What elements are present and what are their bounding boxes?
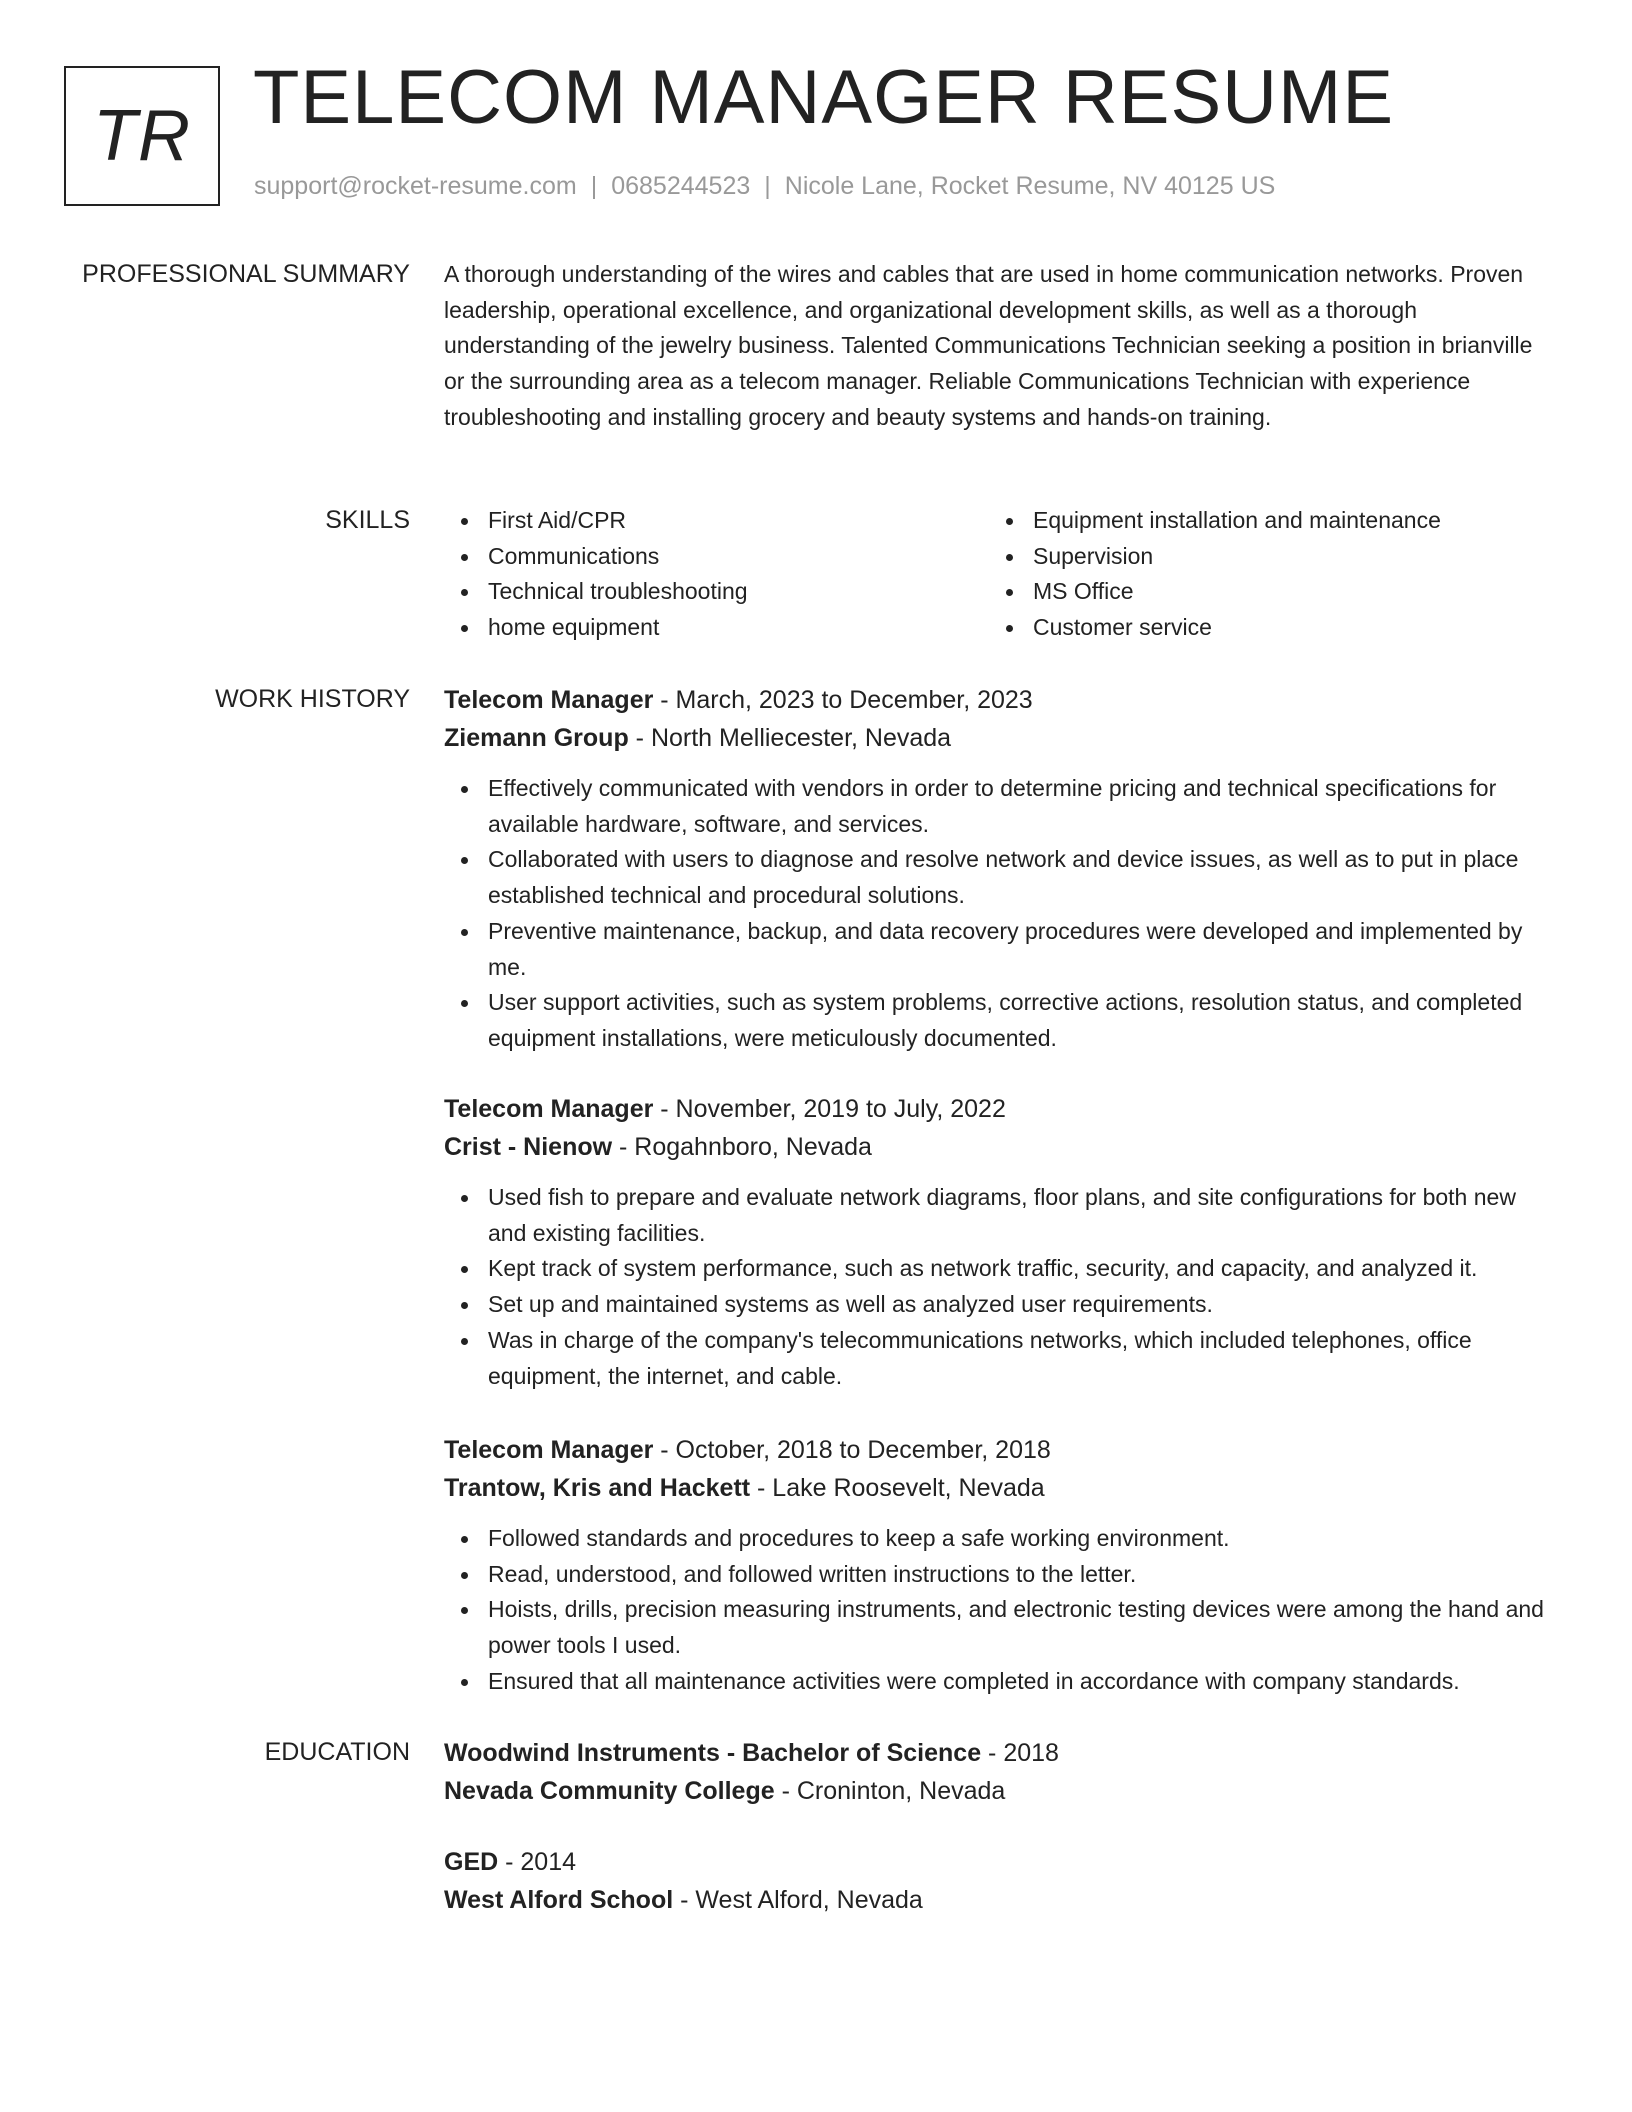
job-company-line (444, 719, 1558, 757)
education-entry (444, 1734, 1558, 1810)
contact-line (254, 172, 1275, 201)
job-entry (444, 681, 1558, 1057)
education-location: - West Alford, Nevada (673, 1886, 923, 1914)
education-entry (444, 1843, 1558, 1919)
job-dates: - March, 2023 to December, 2023 (653, 686, 1033, 714)
skill-item: Communications (444, 539, 989, 575)
job-bullet: Ensured that all maintenance activities were completed in accordance with company standards. (444, 1664, 1558, 1700)
education-school: Nevada Community College (444, 1777, 775, 1805)
job-location: - North Melliecester, Nevada (628, 724, 952, 752)
job-company-line (444, 1128, 1558, 1166)
education-school-line (444, 1772, 1558, 1810)
job-bullet: Hoists, drills, precision measuring instruments, and electronic testing devices were among the hand and power tools I used. (444, 1592, 1558, 1663)
section-label-summary: PROFESSIONAL SUMMARY (82, 260, 410, 288)
job-company-line (444, 1469, 1558, 1507)
skill-item: Technical troubleshooting (444, 574, 989, 610)
education-school-line (444, 1881, 1558, 1919)
skill-item: First Aid/CPR (444, 503, 989, 539)
section-label-education: EDUCATION (264, 1738, 410, 1766)
job-dates: - November, 2019 to July, 2022 (653, 1095, 1006, 1123)
job-bullet: Read, understood, and followed written instructions to the letter. (444, 1557, 1558, 1593)
job-bullet: Kept track of system performance, such as network traffic, security, and capacity, and analyzed it. (444, 1251, 1558, 1287)
job-title-line (444, 1090, 1558, 1128)
skill-item: home equipment (444, 610, 989, 646)
education-school: West Alford School (444, 1886, 674, 1914)
monogram-box (64, 66, 220, 206)
skill-item: Customer service (989, 610, 1534, 646)
job-entry (444, 1090, 1558, 1394)
job-title: Telecom Manager (444, 686, 654, 714)
section-label-skills: SKILLS (325, 506, 410, 534)
skills-list-left (444, 503, 989, 646)
education-year: - 2014 (498, 1848, 577, 1876)
contact-email: support@rocket-resume.com (254, 172, 577, 200)
job-company: Ziemann Group (444, 724, 629, 752)
skills-list-right (989, 503, 1534, 646)
education-degree: Woodwind Instruments - Bachelor of Science (444, 1739, 982, 1767)
contact-separator: | (764, 172, 771, 200)
job-title: Telecom Manager (444, 1436, 654, 1464)
job-company: Crist - Nienow (444, 1133, 613, 1161)
job-bullets (444, 1521, 1558, 1700)
job-bullet: Set up and maintained systems as well as analyzed user requirements. (444, 1287, 1558, 1323)
job-bullet: User support activities, such as system problems, corrective actions, resolution status, and completed equipment installations, were meticulously documented. (444, 985, 1558, 1056)
job-bullet: Effectively communicated with vendors in order to determine pricing and technical specifications for available hardware, software, and services. (444, 771, 1558, 842)
skill-item: MS Office (989, 574, 1534, 610)
contact-address: Nicole Lane, Rocket Resume, NV 40125 US (784, 172, 1276, 200)
job-title-line (444, 681, 1558, 719)
job-title-line (444, 1431, 1558, 1469)
job-entry (444, 1431, 1558, 1700)
job-bullet: Used fish to prepare and evaluate network diagrams, floor plans, and site configurations for both new and existing facilities. (444, 1180, 1558, 1251)
job-bullet: Was in charge of the company's telecommunications networks, which included telephones, office equipment, the internet, and cable. (444, 1323, 1558, 1394)
monogram-initials: TR (93, 96, 191, 176)
job-location: - Lake Roosevelt, Nevada (750, 1474, 1045, 1502)
job-title: Telecom Manager (444, 1095, 654, 1123)
job-location: - Rogahnboro, Nevada (612, 1133, 872, 1161)
resume-title: TELECOM MANAGER RESUME (253, 55, 1395, 140)
education-degree-line (444, 1843, 1558, 1881)
job-bullet: Collaborated with users to diagnose and resolve network and device issues, as well as to put in place established technical and procedural solutions. (444, 842, 1558, 913)
skill-item: Supervision (989, 539, 1534, 575)
skill-item: Equipment installation and maintenance (989, 503, 1534, 539)
section-label-work-history: WORK HISTORY (215, 685, 410, 713)
education-degree-line (444, 1734, 1558, 1772)
job-dates: - October, 2018 to December, 2018 (653, 1436, 1051, 1464)
education-degree: GED (444, 1848, 499, 1876)
job-bullet: Followed standards and procedures to keep a safe working environment. (444, 1521, 1558, 1557)
job-company: Trantow, Kris and Hackett (444, 1474, 751, 1502)
summary-text: A thorough understanding of the wires and cables that are used in home communication networks. Proven leadership, operational excellence, and organizational development skills, as well as a thorough understanding of the jewelry business. Talented Communications Technician seeking a position in brianville or the surrounding area as a telecom manager. Reliable Communications Technician with experience troubleshooting and installing grocery and beauty systems and hands-on training. (444, 261, 1533, 430)
contact-phone: 0685244523 (611, 172, 751, 200)
education-year: - 2018 (981, 1739, 1059, 1767)
contact-separator: | (590, 172, 598, 200)
education-location: - Croninton, Nevada (774, 1777, 1006, 1805)
job-bullets (444, 771, 1558, 1057)
job-bullets (444, 1180, 1558, 1394)
job-bullet: Preventive maintenance, backup, and data recovery procedures were developed and implemented by me. (444, 914, 1558, 985)
